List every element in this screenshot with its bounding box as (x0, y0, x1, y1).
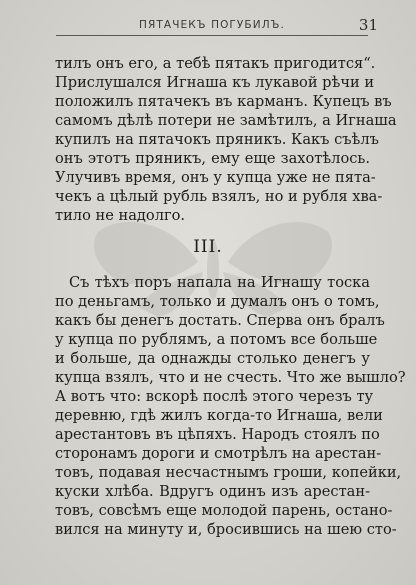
text-line: купилъ на пятачокъ пряникъ. Какъ съѣлъ (55, 131, 379, 148)
running-head: ПЯТАЧЕКЪ ПОГУБИЛЪ. (139, 19, 285, 31)
text-line: товъ, совсѣмъ еще молодой парень, остано- (55, 502, 393, 519)
paragraph-2 (55, 273, 406, 539)
text-line: Съ тѣхъ поръ напала на Игнашу тоска (69, 274, 370, 291)
text-line: тило не надолго. (55, 207, 186, 224)
text-line: сторонамъ дороги и смотрѣлъ на арестан- (55, 445, 382, 462)
text-line: и больше, да однажды столько денегъ у (55, 350, 370, 367)
text-line: самомъ дѣлѣ потери не замѣтилъ, а Игнаша (55, 112, 397, 129)
page-number: 31 (358, 16, 378, 34)
paragraph-1 (55, 54, 397, 225)
text-line: у купца по рублямъ, а потомъ все больше (55, 331, 378, 348)
text-line: онъ этотъ пряникъ, ему еще захотѣлось. (55, 150, 370, 167)
text-line: вился на минуту и, бросившись на шею сто- (55, 521, 397, 538)
text-line: положилъ пятачекъ въ карманъ. Купецъ въ (55, 93, 392, 110)
text-line: по деньгамъ, только и думалъ онъ о томъ, (55, 293, 380, 310)
text-line: А вотъ что: вскорѣ послѣ этого черезъ ту (55, 388, 374, 405)
text-line: Улучивъ время, онъ у купца уже не пята- (55, 169, 376, 186)
text-line: куски хлѣба. Вдругъ одинъ изъ арестан- (55, 483, 370, 500)
text-line: Прислушался Игнаша къ лукавой рѣчи и (55, 74, 375, 91)
text-line: какъ бы денегъ достать. Сперва онъ бралъ (55, 312, 385, 329)
text-line: купца взялъ, что и не счесть. Что же вышло? (55, 369, 406, 386)
page-header (56, 16, 378, 36)
text-line: деревню, гдѣ жилъ когда-то Игнаша, вели (55, 407, 383, 424)
text-line: чекъ а цѣлый рубль взялъ, но и рубля хва- (55, 188, 383, 205)
text-line: арестантовъ въ цѣпяхъ. Народъ стоялъ по (55, 426, 380, 443)
section-heading: III. (193, 237, 223, 257)
header-rule (56, 35, 368, 36)
text-line: товъ, подавая несчастнымъ гроши, копейки, (55, 464, 402, 481)
text-line: тилъ онъ его, а тебѣ пятакъ пригодится“. (55, 55, 376, 72)
